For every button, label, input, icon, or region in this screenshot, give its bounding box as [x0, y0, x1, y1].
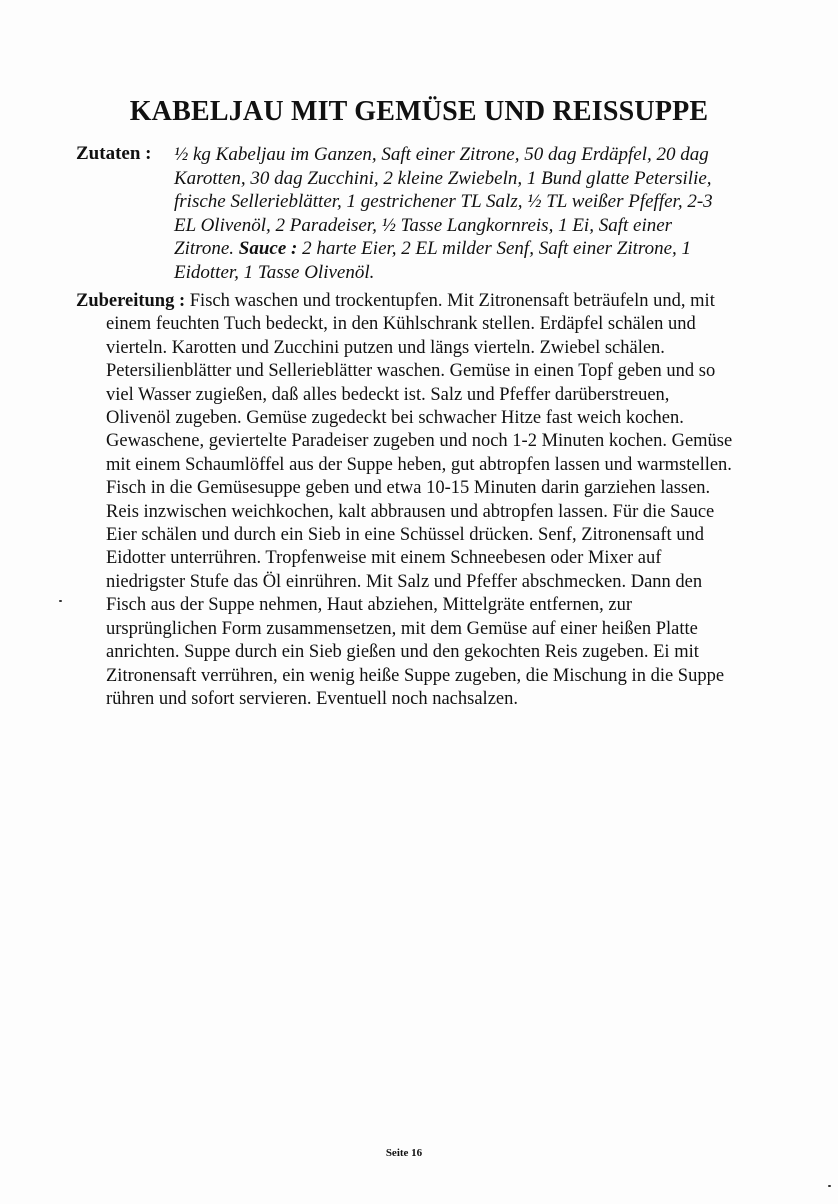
scan-speck: [59, 600, 62, 602]
recipe-title: KABELJAU MIT GEMÜSE UND REISSUPPE: [129, 96, 709, 127]
ingredients-text-block: [174, 143, 734, 285]
preparation-paragraph: [76, 290, 736, 711]
preparation-section: [76, 290, 736, 711]
sauce-label: Sauce :: [238, 238, 298, 260]
page-number: Seite 16: [385, 1147, 423, 1159]
ingredients-text: ½ kg Kabeljau im Ganzen, Saft einer Zitrone, 50 dag Erdäpfel, 20 dag Karotten, 30 dag Zucchini, 2 kleine Zwiebeln, 1 Bund glatte Petersilie, frische Sellerieblätter, 1 gestrichener TL Salz, ½ TL weißer Pfeffer, 2-3 EL Olivenöl, 2 Paradeiser, ½ Tasse Langkornreis, 1 Ei, Saft einer Zitrone.: [174, 144, 713, 260]
sauce-text: 2 harte Eier, 2 EL milder Senf, Saft einer Zitrone, 1 Eidotter, 1 Tasse Olivenöl.: [174, 238, 692, 283]
preparation-label: Zubereitung :: [76, 291, 186, 311]
ingredients-label: Zutaten :: [76, 143, 152, 164]
scan-speck: [828, 1185, 831, 1187]
preparation-text: Fisch waschen und trockentupfen. Mit Zitronensaft beträufeln und, mit einem feuchten Tuch bedeckt, in den Kühlschrank stellen. Erdäpfel schälen und vierteln. Karotten und Zucchini putzen und längs vierteln. Zwiebel schälen. Petersilienblätter und Sellerieblätter waschen. Gemüse in einen Topf geben und so viel Wasser zugießen, daß alles bedeckt ist. Salz und Pfeffer darüberstreuen, Olivenöl zugeben. Gemüse zugedeckt bei schwacher Hitze fast weich kochen. Gewaschene, geviertelte Paradeiser zugeben und noch 1-2 Minuten kochen. Gemüse mit einem Schaumlöffel aus der Suppe heben, gut abtropfen lassen und warmstellen. Fisch in die Gemüsesuppe geben und etwa 10-15 Minuten darin garziehen lassen. Reis inzwischen weichkochen, kalt abbrausen und abtropfen lassen. Für die Sauce Eier schälen und durch ein Sieb in eine Schüssel drücken. Senf, Zitronensaft und Eidotter unterrühren. Tropfenweise mit einem Schneebesen oder Mixer auf niedrigster Stufe das Öl einrühren. Mit Salz und Pfeffer abschmecken. Dann den Fisch aus der Suppe nehmen, Haut abziehen, Mittelgräte entfernen, zur ursprünglichen Form zusammensetzen, mit dem Gemüse auf einer heißen Platte anrichten. Suppe durch ein Sieb gießen und den gekochten Reis zugeben. Ei mit Zitronensaft verrühren, ein wenig heiße Suppe zugeben, die Mischung in die Suppe rühren und sofort servieren. Eventuell noch nachsalzen.: [106, 291, 733, 709]
